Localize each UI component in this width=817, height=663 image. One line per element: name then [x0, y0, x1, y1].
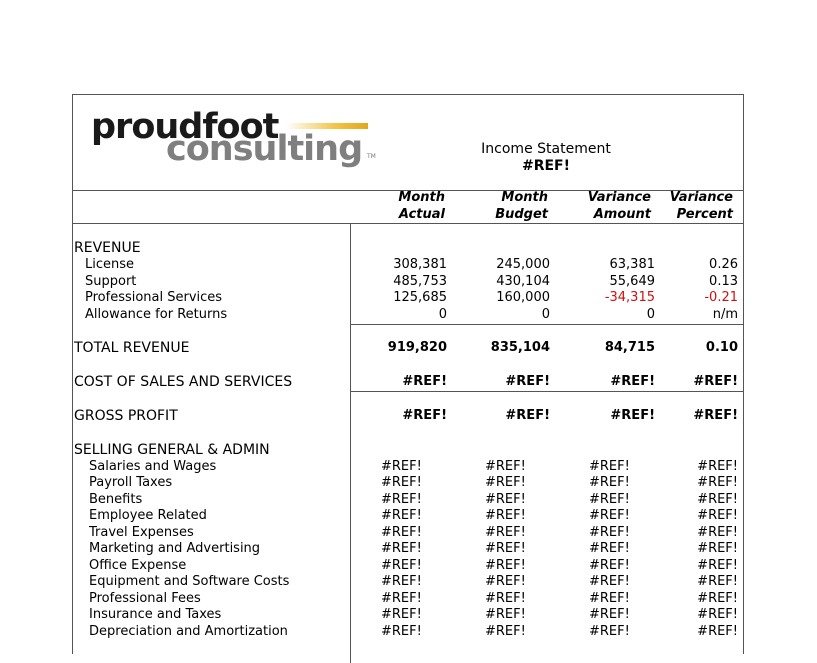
cell-variance-percent: #REF! [697, 558, 738, 573]
cell-month-budget: 160,000 [496, 290, 550, 305]
cell-variance-percent: -0.21 [704, 290, 738, 305]
cell-variance-amount: -34,315 [604, 290, 655, 305]
sga-row-professional-fees [73, 591, 745, 607]
cell-variance-percent: #REF! [697, 624, 738, 639]
row-label: Office Expense [89, 558, 187, 573]
row-label: Support [85, 274, 137, 289]
logo-trademark: TM [367, 153, 376, 160]
cell-variance-percent: #REF! [697, 459, 738, 474]
revenue-row-professional-services [73, 290, 745, 306]
cell-month-actual: #REF! [381, 591, 422, 606]
cell-month-budget: #REF! [485, 459, 526, 474]
revenue-row-allowance-for-returns [73, 307, 745, 323]
cell-variance-amount: 55,649 [609, 274, 655, 289]
sga-row-travel-expenses [73, 525, 745, 541]
cell-month-actual: #REF! [402, 408, 447, 423]
cell-month-budget: #REF! [485, 624, 526, 639]
cell-variance-percent: #REF! [697, 492, 738, 507]
cell-variance-percent: n/m [712, 307, 738, 322]
company-logo [91, 109, 391, 169]
cell-month-actual: #REF! [381, 475, 422, 490]
row-label: COST OF SALES AND SERVICES [74, 374, 293, 390]
cell-month-actual: #REF! [381, 607, 422, 622]
cell-month-actual: #REF! [381, 525, 422, 540]
cell-variance-amount: #REF! [589, 475, 630, 490]
cell-variance-amount: #REF! [589, 459, 630, 474]
cell-variance-percent: #REF! [697, 591, 738, 606]
row-label: Employee Related [89, 508, 207, 523]
row-label: Travel Expenses [89, 525, 194, 540]
column-header-line2: Amount [593, 207, 651, 222]
cell-month-budget: #REF! [485, 492, 526, 507]
cell-month-budget: #REF! [485, 607, 526, 622]
cell-month-budget: 245,000 [496, 257, 550, 272]
sga-row-employee-related [73, 508, 745, 524]
cell-variance-amount: #REF! [589, 558, 630, 573]
sga-section-header [73, 442, 745, 458]
column-header-variance-amount [561, 189, 651, 223]
gross-profit-row [73, 408, 745, 424]
row-label: Marketing and Advertising [89, 541, 261, 556]
cell-variance-percent: #REF! [693, 374, 738, 389]
cell-month-actual: #REF! [381, 459, 422, 474]
column-header-month-budget [458, 189, 548, 223]
column-header-line1: Month [501, 190, 548, 205]
row-label: Insurance and Taxes [89, 607, 222, 622]
cell-variance-amount: #REF! [589, 508, 630, 523]
sga-row-insurance-and-taxes [73, 607, 745, 623]
cell-month-actual: 485,753 [393, 274, 447, 289]
row-label: Allowance for Returns [85, 307, 228, 322]
sga-row-equipment-and-software [73, 574, 745, 590]
row-label: Salaries and Wages [89, 459, 217, 474]
logo-text-line1: proudfoot [91, 107, 279, 147]
sga-row-salaries-and-wages [73, 459, 745, 475]
cell-variance-amount: 0 [646, 307, 655, 322]
cell-variance-percent: 0.26 [709, 257, 738, 272]
row-label: Payroll Taxes [89, 475, 173, 490]
revenue-subtotal-rule [350, 324, 743, 325]
cell-month-actual: #REF! [381, 558, 422, 573]
sga-row-marketing-and-advertising [73, 541, 745, 557]
cell-variance-percent: #REF! [697, 574, 738, 589]
cell-variance-amount: 84,715 [604, 340, 655, 355]
cell-month-actual: 308,381 [393, 257, 447, 272]
cell-month-budget: 430,104 [496, 274, 550, 289]
column-header-line1: Month [398, 190, 445, 205]
cell-month-budget: #REF! [505, 408, 550, 423]
cell-variance-percent: #REF! [697, 607, 738, 622]
cell-month-actual: #REF! [381, 508, 422, 523]
sga-row-benefits [73, 492, 745, 508]
cell-month-budget: #REF! [485, 508, 526, 523]
revenue-row-support [73, 274, 745, 290]
cell-month-budget: #REF! [485, 475, 526, 490]
row-label: Professional Services [85, 290, 223, 305]
cell-variance-percent: #REF! [697, 475, 738, 490]
cell-variance-amount: #REF! [610, 374, 655, 389]
income-statement-sheet [72, 94, 744, 654]
cell-variance-percent: 0.13 [709, 274, 738, 289]
statement-title: Income Statement [481, 141, 611, 157]
cell-month-budget: 0 [541, 307, 550, 322]
cell-variance-percent: #REF! [697, 525, 738, 540]
cell-month-actual: #REF! [381, 492, 422, 507]
sga-row-payroll-taxes [73, 475, 745, 491]
cell-month-actual: #REF! [381, 574, 422, 589]
cell-month-actual: 919,820 [387, 340, 447, 355]
logo-text-line2: consulting [166, 129, 363, 169]
column-header-variance-percent [643, 189, 733, 223]
row-label: Depreciation and Amortization [89, 624, 288, 639]
cell-variance-amount: 63,381 [609, 257, 655, 272]
column-header-line1: Variance [587, 190, 651, 205]
cell-month-budget: 835,104 [490, 340, 550, 355]
row-label: Benefits [89, 492, 143, 507]
cell-variance-amount: #REF! [589, 541, 630, 556]
sga-row-office-expense [73, 558, 745, 574]
column-header-line2: Actual [398, 207, 445, 222]
column-header-month-actual [355, 189, 445, 223]
cell-variance-amount: #REF! [589, 591, 630, 606]
total-revenue-row [73, 340, 745, 356]
cell-month-actual: 125,685 [393, 290, 447, 305]
cell-variance-amount: #REF! [589, 624, 630, 639]
row-label: TOTAL REVENUE [74, 340, 190, 356]
row-label: GROSS PROFIT [74, 408, 178, 424]
cell-month-actual: 0 [438, 307, 447, 322]
cell-variance-percent: #REF! [693, 408, 738, 423]
column-header-line2: Percent [676, 207, 733, 222]
cell-month-actual: #REF! [402, 374, 447, 389]
revenue-row-license [73, 257, 745, 273]
cell-month-budget: #REF! [505, 374, 550, 389]
cell-month-actual: #REF! [381, 624, 422, 639]
cell-month-budget: #REF! [485, 574, 526, 589]
cost-of-sales-row [73, 374, 745, 390]
section-label: REVENUE [74, 240, 141, 256]
cell-variance-amount: #REF! [589, 525, 630, 540]
cell-variance-amount: #REF! [589, 574, 630, 589]
row-label: Professional Fees [89, 591, 201, 606]
sga-row-depreciation-and-amortization [73, 624, 745, 640]
cell-variance-percent: #REF! [697, 508, 738, 523]
cost-subtotal-rule [350, 391, 743, 392]
cell-variance-amount: #REF! [610, 408, 655, 423]
cell-month-budget: #REF! [485, 591, 526, 606]
cell-variance-amount: #REF! [589, 607, 630, 622]
cell-month-budget: #REF! [485, 558, 526, 573]
column-header-line2: Budget [495, 207, 548, 222]
cell-month-budget: #REF! [485, 525, 526, 540]
cell-month-budget: #REF! [485, 541, 526, 556]
cell-variance-percent: #REF! [697, 541, 738, 556]
statement-period: #REF! [521, 158, 571, 174]
row-label: License [85, 257, 135, 272]
column-header-divider [73, 223, 743, 224]
section-label: SELLING GENERAL & ADMIN [74, 442, 270, 458]
cell-variance-amount: #REF! [589, 492, 630, 507]
cell-month-actual: #REF! [381, 541, 422, 556]
cell-variance-percent: 0.10 [705, 340, 738, 355]
row-label: Equipment and Software Costs [89, 574, 290, 589]
revenue-section-header [73, 240, 745, 256]
column-header-line1: Variance [669, 190, 733, 205]
